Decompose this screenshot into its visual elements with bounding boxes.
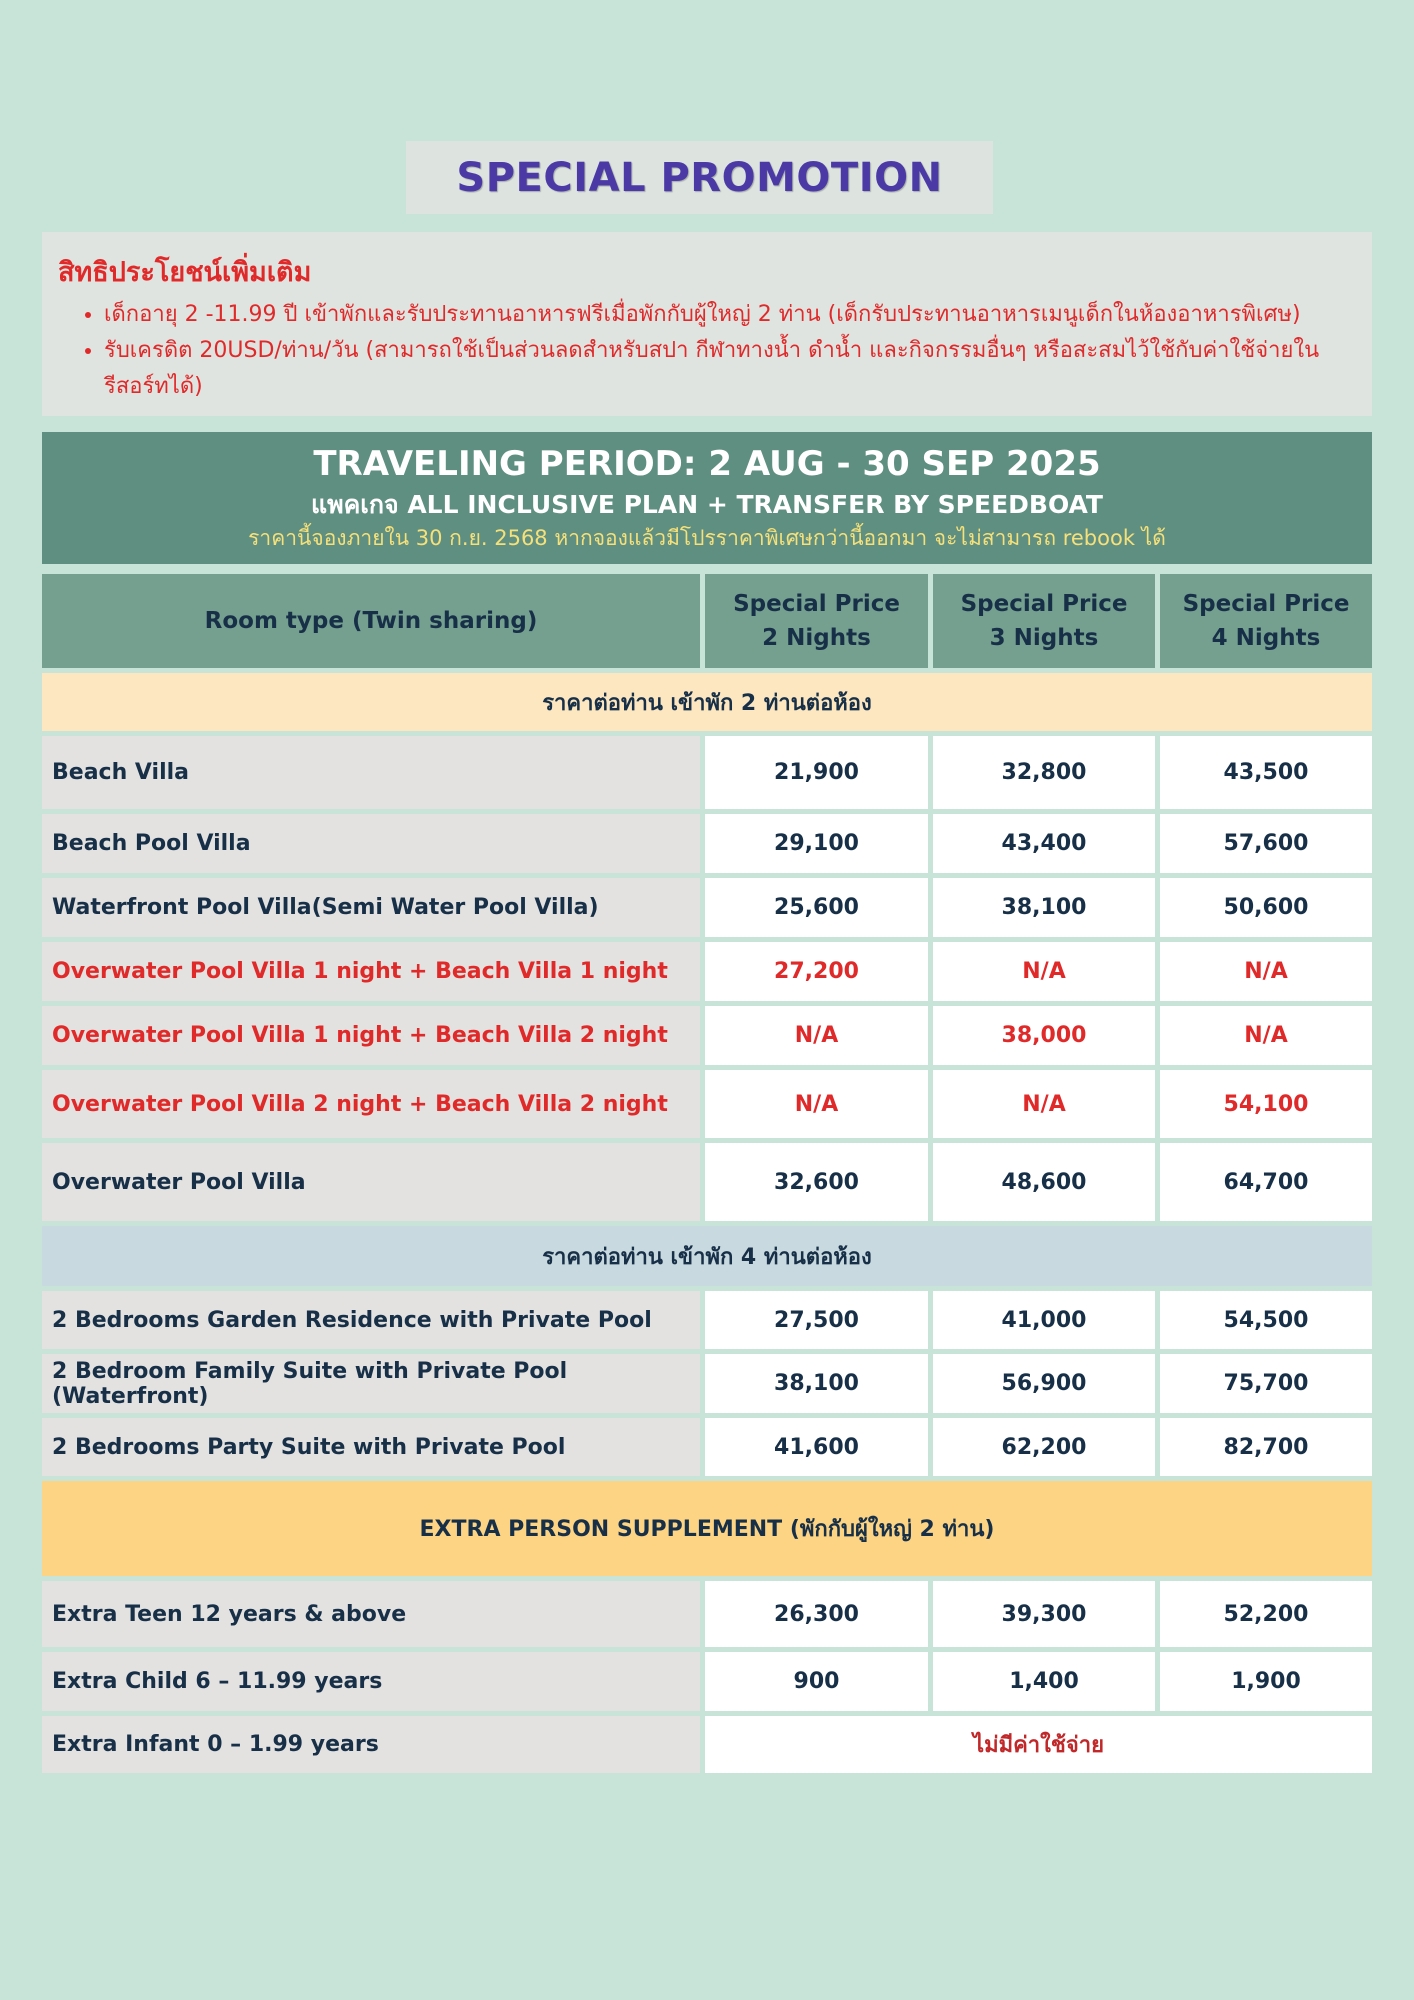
price-cell: 27,200 bbox=[700, 942, 928, 1001]
price-cell: 29,100 bbox=[700, 814, 928, 873]
table-header-row bbox=[42, 574, 1372, 668]
price-cell: 54,500 bbox=[1155, 1291, 1372, 1349]
price-cell: N/A bbox=[1155, 1006, 1372, 1065]
price-cell: 900 bbox=[700, 1652, 928, 1711]
room-name: Overwater Pool Villa bbox=[42, 1143, 700, 1221]
benefits-box bbox=[42, 232, 1372, 416]
price-cell: 26,300 bbox=[700, 1581, 928, 1647]
price-3-nights-header: Special Price 3 Nights bbox=[928, 574, 1155, 668]
price-cell: 38,100 bbox=[928, 878, 1155, 937]
section-extra-person: EXTRA PERSON SUPPLEMENT (พักกับผู้ใหญ่ 2 ท่าน) bbox=[42, 1481, 1372, 1576]
price-table bbox=[42, 569, 1372, 1778]
price-cell: 43,400 bbox=[928, 814, 1155, 873]
price-cell: 32,800 bbox=[928, 736, 1155, 809]
booking-note: ราคานี้จองภายใน 30 ก.ย. 2568 หากจองแล้วมีโปรราคาพิเศษกว่านี้ออกมา จะไม่สามารถ rebook ได้ bbox=[248, 526, 1166, 550]
table-row bbox=[42, 1581, 1372, 1647]
table-row bbox=[42, 1418, 1372, 1476]
price-cell: N/A bbox=[700, 1006, 928, 1065]
benefits-heading: สิทธิประโยชน์เพิ่มเติม bbox=[58, 257, 312, 288]
room-name: Extra Infant 0 – 1.99 years bbox=[42, 1716, 700, 1773]
table-row bbox=[42, 878, 1372, 937]
price-cell: 1,900 bbox=[1155, 1652, 1372, 1711]
price-cell: 41,000 bbox=[928, 1291, 1155, 1349]
table-row bbox=[42, 1143, 1372, 1221]
table-row bbox=[42, 1716, 1372, 1773]
price-cell: 62,200 bbox=[928, 1418, 1155, 1476]
room-name: 2 Bedrooms Party Suite with Private Pool bbox=[42, 1418, 700, 1476]
table-row bbox=[42, 1070, 1372, 1138]
price-2-nights-header: Special Price 2 Nights bbox=[700, 574, 928, 668]
page-title: SPECIAL PROMOTION bbox=[456, 154, 943, 201]
section-4-guests: ราคาต่อท่าน เข้าพัก 4 ท่านต่อห้อง bbox=[42, 1226, 1372, 1286]
table-row bbox=[42, 1006, 1372, 1065]
price-4-nights-header: Special Price 4 Nights bbox=[1155, 574, 1372, 668]
section-row bbox=[42, 1481, 1372, 1576]
section-row bbox=[42, 673, 1372, 731]
price-cell: 50,600 bbox=[1155, 878, 1372, 937]
room-name: Waterfront Pool Villa(Semi Water Pool Villa) bbox=[42, 878, 700, 937]
period-title: TRAVELING PERIOD: 2 AUG - 30 SEP 2025 bbox=[313, 444, 1101, 484]
price-cell: 21,900 bbox=[700, 736, 928, 809]
benefit-item: • เด็กอายุ 2 -11.99 ปี เข้าพักและรับประทานอาหารฟรีเมื่อพักกับผู้ใหญ่ 2 ท่าน (เด็กรับประทานอาหารเมนูเด็กในห้องอาหารพิเศษ) bbox=[104, 297, 1356, 333]
table-row bbox=[42, 1354, 1372, 1413]
price-cell: 25,600 bbox=[700, 878, 928, 937]
room-name: Beach Villa bbox=[42, 736, 700, 809]
price-cell: N/A bbox=[1155, 942, 1372, 1001]
price-cell: 52,200 bbox=[1155, 1581, 1372, 1647]
no-charge-cell: ไม่มีค่าใช้จ่าย bbox=[700, 1716, 1372, 1773]
benefit-item: • รับเครดิต 20USD/ท่าน/วัน (สามารถใช้เป็นส่วนลดสำหรับสปา กีฬาทางน้ำ ดำน้ำ และกิจกรรมอื่นๆ หรือสะสมไว้ใช้กับค่าใช้จ่ายในรีสอร์ทได้) bbox=[104, 333, 1356, 405]
price-cell: 48,600 bbox=[928, 1143, 1155, 1221]
table-row bbox=[42, 814, 1372, 873]
price-cell: 1,400 bbox=[928, 1652, 1155, 1711]
price-cell: N/A bbox=[928, 1070, 1155, 1138]
price-cell: 54,100 bbox=[1155, 1070, 1372, 1138]
price-cell: N/A bbox=[700, 1070, 928, 1138]
room-name: 2 Bedroom Family Suite with Private Pool (Waterfront) bbox=[42, 1354, 700, 1413]
room-name: Overwater Pool Villa 1 night + Beach Villa 1 night bbox=[42, 942, 700, 1001]
table-row bbox=[42, 942, 1372, 1001]
title-banner bbox=[406, 141, 993, 214]
price-cell: 27,500 bbox=[700, 1291, 928, 1349]
price-cell: 82,700 bbox=[1155, 1418, 1372, 1476]
price-cell: 38,000 bbox=[928, 1006, 1155, 1065]
room-name: Overwater Pool Villa 1 night + Beach Villa 2 night bbox=[42, 1006, 700, 1065]
section-2-guests: ราคาต่อท่าน เข้าพัก 2 ท่านต่อห้อง bbox=[42, 673, 1372, 731]
price-cell: 64,700 bbox=[1155, 1143, 1372, 1221]
section-row bbox=[42, 1226, 1372, 1286]
price-cell: 75,700 bbox=[1155, 1354, 1372, 1413]
price-cell: 32,600 bbox=[700, 1143, 928, 1221]
price-cell: 41,600 bbox=[700, 1418, 928, 1476]
price-cell: 38,100 bbox=[700, 1354, 928, 1413]
room-name: Overwater Pool Villa 2 night + Beach Villa 2 night bbox=[42, 1070, 700, 1138]
table-row bbox=[42, 1291, 1372, 1349]
room-name: Extra Child 6 – 11.99 years bbox=[42, 1652, 700, 1711]
room-name: Extra Teen 12 years & above bbox=[42, 1581, 700, 1647]
price-cell: 43,500 bbox=[1155, 736, 1372, 809]
price-cell: N/A bbox=[928, 942, 1155, 1001]
table-row bbox=[42, 736, 1372, 809]
traveling-period-banner bbox=[42, 432, 1372, 564]
room-type-header: Room type (Twin sharing) bbox=[42, 574, 700, 668]
room-name: 2 Bedrooms Garden Residence with Private Pool bbox=[42, 1291, 700, 1349]
price-cell: 56,900 bbox=[928, 1354, 1155, 1413]
price-cell: 39,300 bbox=[928, 1581, 1155, 1647]
package-name: แพคเกจ ALL INCLUSIVE PLAN + TRANSFER BY SPEEDBOAT bbox=[310, 490, 1103, 519]
benefits-list bbox=[58, 297, 1356, 405]
price-cell: 57,600 bbox=[1155, 814, 1372, 873]
table-row bbox=[42, 1652, 1372, 1711]
room-name: Beach Pool Villa bbox=[42, 814, 700, 873]
